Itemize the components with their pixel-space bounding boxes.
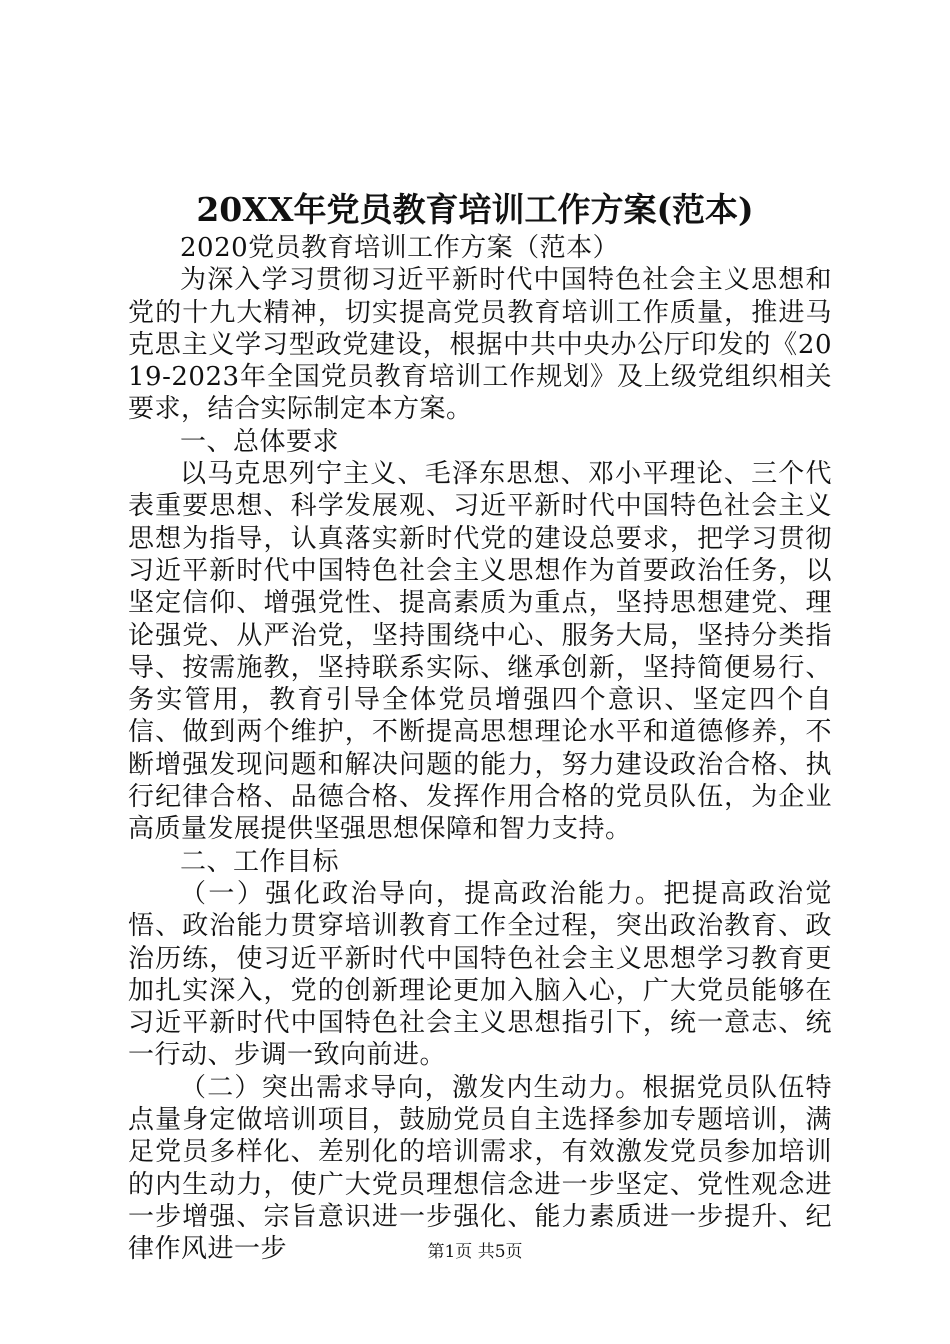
goal-one-paragraph: （一）强化政治导向，提高政治能力。把提高政治觉悟、政治能力贯穿培训教育工作全过程，突出政治教育、政治历练，使习近平新时代中国特色社会主义思想学习教育更加扎实深入，党的创新理论更加入脑入心，广大党员能够在习近平新时代中国特色社会主义思想指引下，统一意志、统一行动、步调一致向前进。 [128,878,832,1071]
subtitle-paragraph: 2020党员教育培训工作方案（范本） [180,233,620,263]
general-requirements-paragraph: 以马克思列宁主义、毛泽东思想、邓小平理论、三个代表重要思想、科学发展观、习近平新时代中国特色社会主义思想为指导，认真落实新时代党的建设总要求，把学习贯彻习近平新时代中国特色社会主义思想作为首要政治任务，以坚定信仰、增强党性、提高素质为重点，坚持思想建党、理论强党、从严治党，坚持围绕中心、服务大局，坚持分类指导、按需施教，坚持联系实际、继承创新，坚持简便易行、务实管用，教育引导全体党员增强四个意识、坚定四个自信、做到两个维护，不断提高思想理论水平和道德修养，不断增强发现问题和解决问题的能力，努力建设政治合格、执行纪律合格、品德合格、发挥作用合格的党员队伍，为企业高质量发展提供坚强思想保障和智力支持。 [128,459,832,845]
goal-two-paragraph: （二）突出需求导向，激发内生动力。根据党员队伍特点量身定做培训项目，鼓励党员自主选择参加专题培训，满足党员多样化、差别化的培训需求，有效激发党员参加培训的内生动力，使广大党员理想信念进一步坚定、党性观念进一步增强、宗旨意识进一步强化、能力素质进一步提升、纪律作风进一步 [128,1072,832,1265]
section-heading-work-goals: 二、工作目标 [180,846,340,877]
page-number-footer: 第1页 共5页 [427,1242,523,1262]
document-title: 20XX年党员教育培训工作方案(范本) [196,190,754,229]
document-body [128,232,832,1266]
intro-paragraph: 为深入学习贯彻习近平新时代中国特色社会主义思想和党的十九大精神，切实提高党员教育培训工作质量，推进马克思主义学习型政党建设，根据中共中央办公厅印发的《2019-2023年全国党员教育培训工作规划》及上级党组织相关要求，结合实际制定本方案。 [128,265,832,425]
section-heading-general-requirements: 一、总体要求 [180,426,340,457]
